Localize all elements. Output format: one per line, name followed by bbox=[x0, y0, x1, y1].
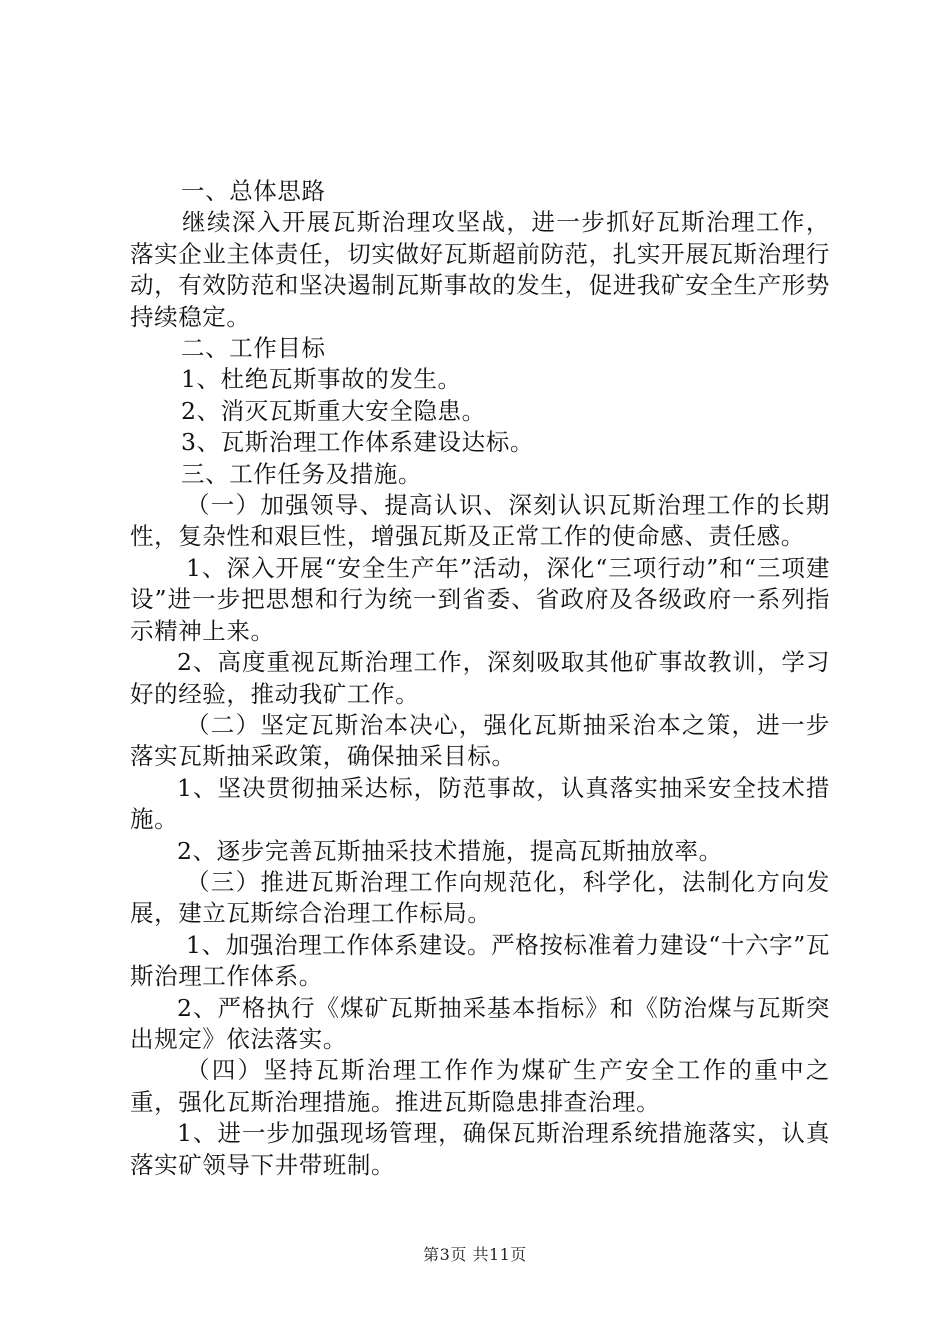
subsection-4-item-1: 1、进一步加强现场管理，确保瓦斯治理系统措施落实，认真落实矿领导下井带班制。 bbox=[130, 1119, 830, 1179]
subsection-2-item-1: 1、坚决贯彻抽采达标，防范事故，认真落实抽采安全技术措施。 bbox=[130, 773, 830, 834]
document-body bbox=[130, 176, 830, 1181]
goal-item-2: 2、消灭瓦斯重大安全隐患。 bbox=[181, 396, 486, 425]
subsection-2: （二）坚定瓦斯治本决心，强化瓦斯抽采治本之策，进一步落实瓦斯抽采政策，确保抽采目标。 bbox=[130, 710, 830, 771]
subsection-3-item-2: 2、严格执行《煤矿瓦斯抽采基本指标》和《防治煤与瓦斯突出规定》依法落实。 bbox=[130, 993, 830, 1053]
goal-item-1: 1、杜绝瓦斯事故的发生。 bbox=[181, 365, 462, 394]
paragraph-overall-approach: 继续深入开展瓦斯治理攻坚战，进一步抓好瓦斯治理工作，落实企业主体责任，切实做好瓦斯超前防范，扎实开展瓦斯治理行动，有效防范和坚决遏制瓦斯事故的发生，促进我矿安全生产形势持续稳定。 bbox=[130, 208, 830, 331]
subsection-1-item-2: 2、高度重视瓦斯治理工作，深刻吸取其他矿事故教训，学习好的经验，推动我矿工作。 bbox=[130, 648, 830, 708]
subsection-3: （三）推进瓦斯治理工作向规范化，科学化，法制化方向发展，建立瓦斯综合治理工作标局。 bbox=[130, 867, 830, 928]
goal-item-3: 3、瓦斯治理工作体系建设达标。 bbox=[181, 428, 534, 457]
page-footer: 第3页 共11页 bbox=[423, 1245, 527, 1264]
subsection-2-item-2: 2、逐步完善瓦斯抽采技术措施，提高瓦斯抽放率。 bbox=[177, 836, 723, 865]
subsection-3-item-1: 1、加强治理工作体系建设。严格按标准着力建设“十六字”瓦斯治理工作体系。 bbox=[130, 930, 830, 991]
subsection-1: （一）加强领导、提高认识、深刻认识瓦斯治理工作的长期性，复杂性和艰巨性，增强瓦斯及正常工作的使命感、责任感。 bbox=[130, 491, 830, 551]
subsection-1-item-1: 1、深入开展“安全生产年”活动，深化“三项行动”和“三项建设”进一步把思想和行为统一到省委、省政府及各级政府一系列指示精神上来。 bbox=[130, 553, 830, 645]
section-heading-work-goals: 二、工作目标 bbox=[181, 334, 326, 363]
section-heading-tasks-measures: 三、工作任务及措施。 bbox=[181, 459, 422, 488]
subsection-4: （四）坚持瓦斯治理工作作为煤矿生产安全工作的重中之重，强化瓦斯治理措施。推进瓦斯隐患排查治理。 bbox=[130, 1056, 830, 1116]
section-heading-overall-approach: 一、总体思路 bbox=[181, 177, 326, 205]
